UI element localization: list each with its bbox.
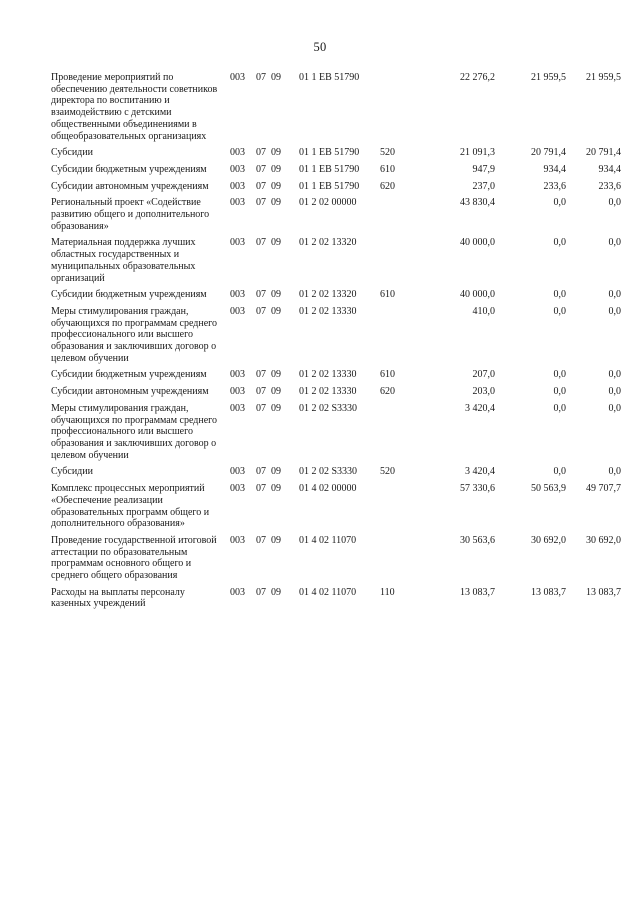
amount-year-2: 934,4 — [543, 163, 566, 175]
subsection-code: 09 — [271, 305, 281, 317]
section-code: 07 — [256, 147, 266, 159]
amount-year-1: 410,0 — [472, 305, 495, 317]
row-name: Расходы на выплаты персоналу казенных учреждений — [51, 586, 185, 610]
ministry-code: 003 — [230, 237, 245, 249]
amount-year-3: 0,0 — [608, 402, 621, 414]
expense-type-code: 110 — [380, 586, 395, 598]
table-row — [51, 72, 623, 142]
amount-year-3: 13 083,7 — [586, 586, 621, 598]
amount-year-3: 49 707,7 — [586, 483, 621, 495]
amount-year-1: 43 830,4 — [460, 197, 495, 209]
subsection-code: 09 — [271, 369, 281, 381]
row-name: Комплекс процессных мероприятий «Обеспечение реализации образовательных программ общего и дополнительного образования» — [51, 483, 210, 530]
section-code: 07 — [256, 483, 266, 495]
budget-table — [51, 72, 623, 615]
amount-year-3: 30 692,0 — [586, 534, 621, 546]
row-name: Субсидии бюджетным учреждениям — [51, 289, 207, 301]
section-code: 07 — [256, 402, 266, 414]
target-code: 01 2 02 S3330 — [299, 402, 358, 414]
subsection-code: 09 — [271, 483, 281, 495]
expense-type-code: 610 — [380, 289, 395, 301]
amount-year-2: 0,0 — [553, 466, 566, 478]
expense-type-code: 520 — [380, 466, 395, 478]
target-code: 01 2 02 13330 — [299, 386, 357, 398]
ministry-code: 003 — [230, 305, 245, 317]
ministry-code: 003 — [230, 197, 245, 209]
section-code: 07 — [256, 369, 266, 381]
subsection-code: 09 — [271, 466, 281, 478]
row-name: Региональный проект «Содействие развитию общего и дополнительного образования» — [51, 197, 210, 232]
target-code: 01 2 02 S3330 — [299, 466, 358, 478]
amount-year-2: 21 959,5 — [531, 72, 566, 83]
expense-type-code: 620 — [380, 386, 395, 398]
amount-year-3: 934,4 — [598, 163, 621, 175]
ministry-code: 003 — [230, 386, 245, 398]
table-row — [51, 386, 623, 398]
ministry-code: 003 — [230, 483, 245, 495]
amount-year-3: 0,0 — [608, 237, 621, 249]
subsection-code: 09 — [271, 237, 281, 249]
target-code: 01 2 02 13330 — [299, 369, 357, 381]
ministry-code: 003 — [230, 369, 245, 381]
subsection-code: 09 — [271, 386, 281, 398]
amount-year-2: 30 692,0 — [531, 534, 566, 546]
row-name: Меры стимулирования граждан, обучающихся по программам среднего профессионального или высшего образования и заключивших договор о целевом обучении — [51, 402, 218, 461]
table-row — [51, 147, 623, 159]
table-row — [51, 403, 623, 462]
amount-year-1: 237,0 — [472, 180, 495, 192]
ministry-code: 003 — [230, 402, 245, 414]
target-code: 01 4 02 00000 — [299, 483, 357, 495]
section-code: 07 — [256, 289, 266, 301]
table-row — [51, 306, 623, 365]
amount-year-3: 0,0 — [608, 466, 621, 478]
expense-type-code: 620 — [380, 180, 395, 192]
amount-year-3: 20 791,4 — [586, 147, 621, 159]
amount-year-3: 21 959,5 — [586, 72, 621, 83]
ministry-code: 003 — [230, 466, 245, 478]
ministry-code: 003 — [230, 586, 245, 598]
amount-year-1: 21 091,3 — [460, 147, 495, 159]
subsection-code: 09 — [271, 180, 281, 192]
subsection-code: 09 — [271, 402, 281, 414]
subsection-code: 09 — [271, 163, 281, 175]
table-row — [51, 197, 623, 232]
amount-year-1: 40 000,0 — [460, 237, 495, 249]
table-row — [51, 164, 623, 176]
section-code: 07 — [256, 197, 266, 209]
amount-year-3: 0,0 — [608, 386, 621, 398]
section-code: 07 — [256, 386, 266, 398]
ministry-code: 003 — [230, 147, 245, 159]
amount-year-1: 40 000,0 — [460, 289, 495, 301]
table-row — [51, 289, 623, 301]
row-name: Субсидии автономным учреждениям — [51, 180, 209, 192]
amount-year-1: 13 083,7 — [460, 586, 495, 598]
section-code: 07 — [256, 163, 266, 175]
amount-year-1: 22 276,2 — [460, 72, 495, 83]
amount-year-3: 0,0 — [608, 289, 621, 301]
row-name: Субсидии автономным учреждениям — [51, 386, 209, 398]
subsection-code: 09 — [271, 289, 281, 301]
amount-year-3: 0,0 — [608, 197, 621, 209]
target-code: 01 4 02 11070 — [299, 586, 357, 598]
amount-year-2: 0,0 — [553, 197, 566, 209]
section-code: 07 — [256, 237, 266, 249]
table-row — [51, 181, 623, 193]
row-name: Субсидии бюджетным учреждениям — [51, 369, 207, 381]
amount-year-3: 0,0 — [608, 305, 621, 317]
section-code: 07 — [256, 180, 266, 192]
target-code: 01 2 02 13320 — [299, 237, 357, 249]
amount-year-1: 203,0 — [472, 386, 495, 398]
amount-year-2: 50 563,9 — [531, 483, 566, 495]
target-code: 01 1 ЕВ 51790 — [299, 72, 360, 83]
expense-type-code: 610 — [380, 369, 395, 381]
amount-year-2: 0,0 — [553, 237, 566, 249]
row-name: Субсидии бюджетным учреждениям — [51, 163, 207, 175]
ministry-code: 003 — [230, 289, 245, 301]
amount-year-2: 13 083,7 — [531, 586, 566, 598]
table-row — [51, 237, 623, 284]
subsection-code: 09 — [271, 72, 281, 83]
table-row — [51, 466, 623, 478]
amount-year-2: 233,6 — [543, 180, 566, 192]
table-row — [51, 535, 623, 582]
table-row — [51, 587, 623, 610]
amount-year-2: 0,0 — [553, 386, 566, 398]
target-code: 01 2 02 13320 — [299, 289, 357, 301]
target-code: 01 2 02 00000 — [299, 197, 357, 209]
amount-year-2: 0,0 — [553, 289, 566, 301]
ministry-code: 003 — [230, 163, 245, 175]
row-name: Субсидии — [51, 147, 93, 159]
section-code: 07 — [256, 466, 266, 478]
expense-type-code: 610 — [380, 163, 395, 175]
subsection-code: 09 — [271, 147, 281, 159]
subsection-code: 09 — [271, 586, 281, 598]
target-code: 01 1 ЕВ 51790 — [299, 180, 360, 192]
target-code: 01 2 02 13330 — [299, 305, 357, 317]
amount-year-3: 233,6 — [598, 180, 621, 192]
section-code: 07 — [256, 72, 266, 83]
amount-year-2: 0,0 — [553, 305, 566, 317]
subsection-code: 09 — [271, 534, 281, 546]
row-name: Материальная поддержка лучших областных государственных и муниципальных образовательных организаций — [51, 237, 196, 284]
row-name: Проведение мероприятий по обеспечению деятельности советников директора по воспитанию и взаимодействию с детскими общественными объединениями в общеобразовательных организациях — [51, 72, 218, 142]
expense-type-code: 520 — [380, 147, 395, 159]
section-code: 07 — [256, 534, 266, 546]
amount-year-2: 0,0 — [553, 369, 566, 381]
target-code: 01 1 ЕВ 51790 — [299, 147, 360, 159]
target-code: 01 4 02 11070 — [299, 534, 357, 546]
section-code: 07 — [256, 305, 266, 317]
page-number: 50 — [313, 40, 327, 54]
amount-year-1: 3 420,4 — [465, 402, 495, 414]
row-name: Проведение государственной итоговой аттестации по образовательным программам основного общего и среднего общего образования — [51, 534, 217, 582]
table-row — [51, 369, 623, 381]
section-code: 07 — [256, 586, 266, 598]
amount-year-1: 207,0 — [472, 369, 495, 381]
subsection-code: 09 — [271, 197, 281, 209]
ministry-code: 003 — [230, 534, 245, 546]
row-name: Меры стимулирования граждан, обучающихся по программам среднего профессионального или высшего образования и заключивших договор о целевом обучении — [51, 305, 218, 364]
amount-year-1: 947,9 — [472, 163, 495, 175]
row-name: Субсидии — [51, 466, 93, 478]
ministry-code: 003 — [230, 180, 245, 192]
amount-year-1: 57 330,6 — [460, 483, 495, 495]
amount-year-1: 3 420,4 — [465, 466, 495, 478]
ministry-code: 003 — [230, 72, 245, 83]
amount-year-2: 20 791,4 — [531, 147, 566, 159]
amount-year-1: 30 563,6 — [460, 534, 495, 546]
amount-year-2: 0,0 — [553, 402, 566, 414]
target-code: 01 1 ЕВ 51790 — [299, 163, 360, 175]
table-row — [51, 483, 623, 530]
amount-year-3: 0,0 — [608, 369, 621, 381]
